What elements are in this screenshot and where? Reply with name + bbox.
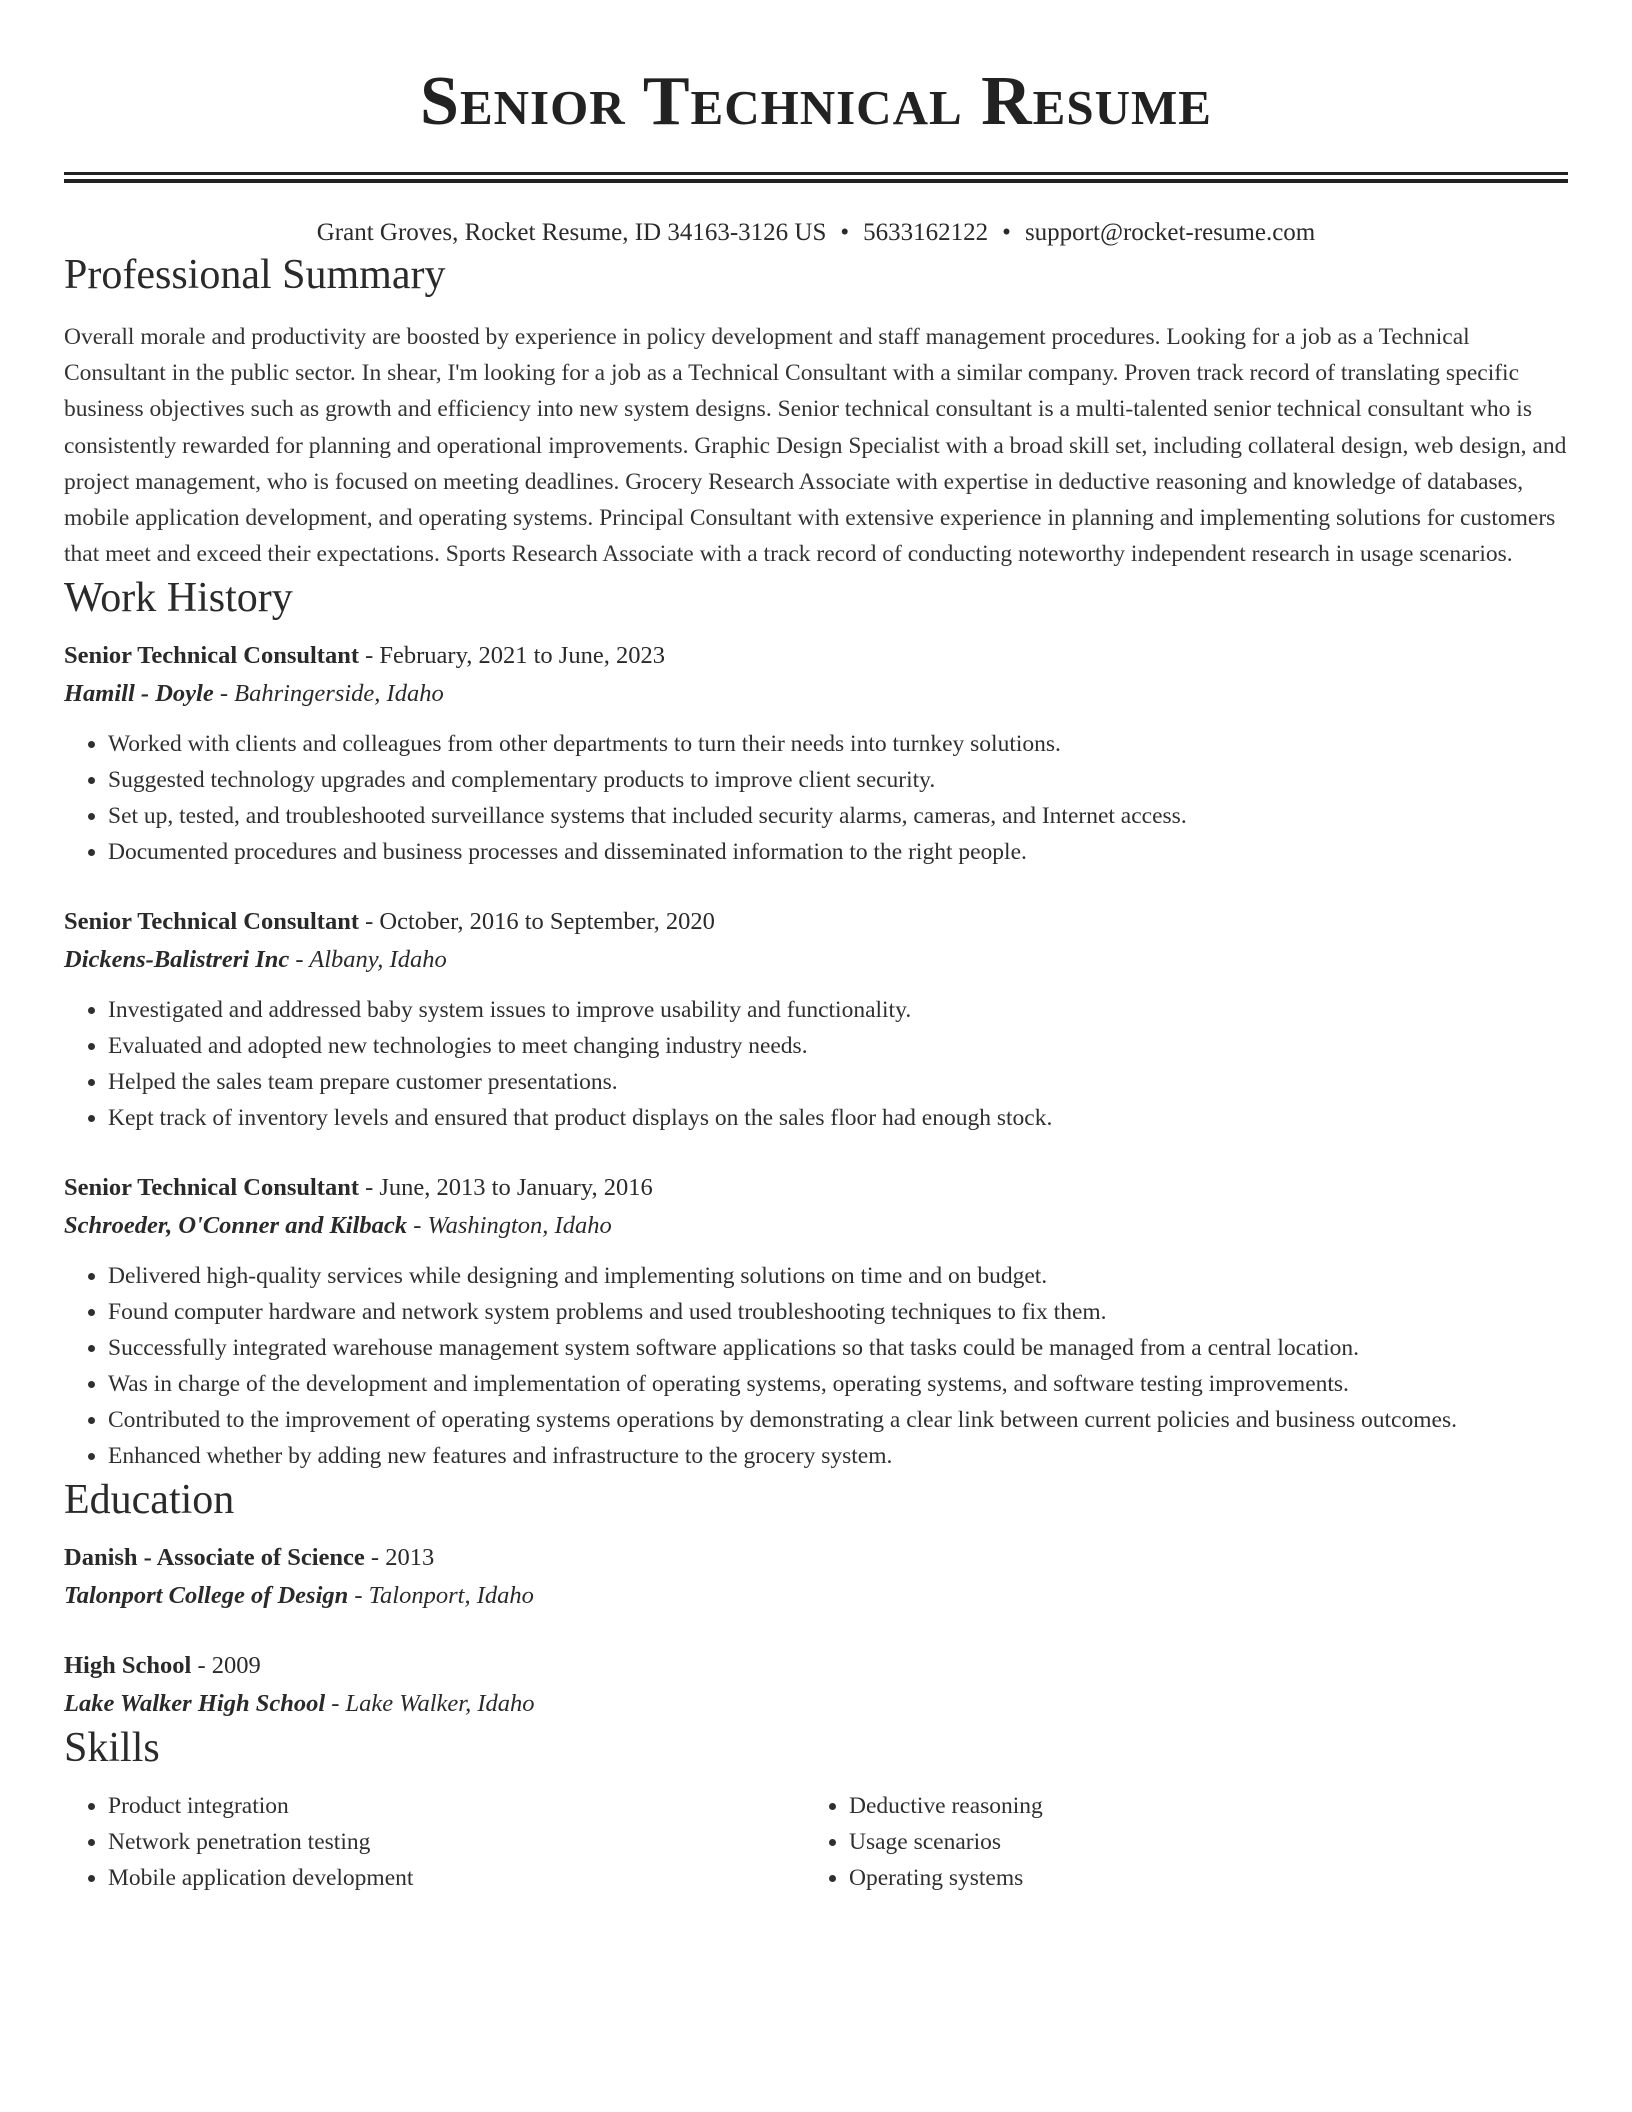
education-year: - 2013	[364, 1544, 435, 1572]
contact-separator: •	[840, 219, 850, 246]
job-dates: - February, 2021 to June, 2023	[358, 642, 665, 670]
contact-separator: •	[1002, 219, 1011, 246]
job-entry	[64, 904, 1568, 1136]
list-item: • Documented procedures and business processes and disseminated information to the right people.	[108, 834, 1568, 870]
job-title-line	[64, 638, 1568, 674]
work-history-heading: Work History	[64, 575, 293, 622]
skill-item: • Operating systems	[849, 1860, 1546, 1896]
list-item: • Found computer hardware and network system problems and used troubleshooting techniques to fix them.	[108, 1294, 1568, 1330]
job-location: - Washington, Idaho	[407, 1212, 612, 1240]
list-item: • Helped the sales team prepare customer presentations.	[108, 1064, 1568, 1100]
list-item: • Worked with clients and colleagues from other departments to turn their needs into turnkey solutions.	[108, 726, 1568, 762]
skill-item: • Usage scenarios	[849, 1824, 1546, 1860]
job-dates: - June, 2013 to January, 2016	[358, 1174, 653, 1202]
skills-list-right	[805, 1788, 1546, 1896]
skills-list-left	[64, 1788, 805, 1896]
education-school: Talonport College of Design	[64, 1582, 349, 1610]
list-item: • Kept track of inventory levels and ensured that product displays on the sales floor had enough stock.	[108, 1100, 1568, 1136]
job-company: Hamill - Doyle	[64, 680, 214, 708]
job-company: Schroeder, O'Conner and Kilback	[64, 1212, 408, 1240]
job-dates: - October, 2016 to September, 2020	[358, 908, 715, 936]
list-item: • Contributed to the improvement of operating systems operations by demonstrating a clear link between current policies and business outcomes.	[108, 1402, 1568, 1438]
education-school: Lake Walker High School	[64, 1690, 326, 1718]
title-divider	[64, 172, 1568, 183]
job-title-line	[64, 1170, 1568, 1206]
list-item: • Was in charge of the development and implementation of operating systems, operating systems, and software testing improvements.	[108, 1366, 1568, 1402]
education-degree-line	[64, 1648, 1568, 1684]
contact-phone: 5633162122	[863, 219, 989, 246]
skill-item: • Mobile application development	[108, 1860, 805, 1896]
skill-item: • Network penetration testing	[108, 1824, 805, 1860]
job-duties-list	[64, 992, 1568, 1136]
skills-column-right	[805, 1788, 1546, 1896]
skills-column-left	[64, 1788, 805, 1896]
list-item: • Enhanced whether by adding new features and infrastructure to the grocery system.	[108, 1438, 1568, 1474]
list-item: • Investigated and addressed baby system issues to improve usability and functionality.	[108, 992, 1568, 1028]
skill-item: • Deductive reasoning	[849, 1788, 1546, 1824]
list-item: • Delivered high-quality services while designing and implementing solutions on time and on budget.	[108, 1258, 1568, 1294]
education-year: - 2009	[191, 1652, 261, 1680]
summary-heading: Professional Summary	[64, 252, 446, 298]
job-title: Senior Technical Consultant	[64, 1174, 359, 1202]
job-duties-list	[64, 726, 1568, 870]
list-item: • Evaluated and adopted new technologies to meet changing industry needs.	[108, 1028, 1568, 1064]
job-entry	[64, 638, 1568, 870]
list-item: • Suggested technology upgrades and complementary products to improve client security.	[108, 762, 1568, 798]
skills-list	[64, 1788, 1568, 1896]
education-entry	[64, 1648, 1568, 1722]
list-item: • Successfully integrated warehouse management system software applications so that tasks could be managed from a central location.	[108, 1330, 1568, 1366]
education-degree: Danish - Associate of Science	[64, 1544, 365, 1572]
education-school-line	[64, 1578, 1568, 1614]
job-title: Senior Technical Consultant	[64, 642, 359, 670]
education-location: - Talonport, Idaho	[348, 1582, 534, 1610]
summary-text: Overall morale and productivity are boosted by experience in policy development and staff management procedures. Looking for a job as a Technical Consultant in the public sector. In shear, I'm looking for a job as a Technical Consultant with a similar company. Proven track record of translating specific business objectives such as growth and efficiency into new system designs. Senior technical consultant is a multi-talented senior technical consultant who is consistently rewarded for planning and operational improvements. Graphic Design Specialist with a broad skill set, including collateral design, web design, and project management, who is focused on meeting deadlines. Grocery Research Associate with expertise in deductive reasoning and knowledge of databases, mobile application development, and operating systems. Principal Consultant with extensive experience in planning and implementing solutions for customers that meet and exceed their expectations. Sports Research Associate with a track record of conducting noteworthy independent research in usage scenarios.	[64, 324, 1567, 568]
education-entry	[64, 1540, 1568, 1614]
skill-item: • Product integration	[108, 1788, 805, 1824]
contact-email: support@rocket-resume.com	[1024, 219, 1316, 246]
job-entry	[64, 1170, 1568, 1474]
job-location: - Bahringerside, Idaho	[213, 680, 444, 708]
contact-line	[64, 217, 1568, 249]
education-degree-line	[64, 1540, 1568, 1576]
job-company-line	[64, 942, 1568, 978]
job-title: Senior Technical Consultant	[64, 908, 359, 936]
job-title-line	[64, 904, 1568, 940]
education-degree: High School	[64, 1652, 192, 1680]
job-location: - Albany, Idaho	[289, 946, 447, 974]
education-school-line	[64, 1686, 1568, 1722]
job-duties-list	[64, 1258, 1568, 1474]
job-company-line	[64, 676, 1568, 712]
contact-address: Grant Groves, Rocket Resume, ID 34163-3126 US	[316, 219, 827, 246]
education-heading: Education	[64, 1477, 235, 1524]
job-company: Dickens-Balistreri Inc	[64, 946, 290, 974]
education-location: - Lake Walker, Idaho	[325, 1690, 535, 1718]
skills-heading: Skills	[64, 1725, 160, 1772]
resume-title: Senior Technical Resume	[420, 63, 1212, 140]
job-company-line	[64, 1208, 1568, 1244]
list-item: • Set up, tested, and troubleshooted surveillance systems that included security alarms, cameras, and Internet access.	[108, 798, 1568, 834]
